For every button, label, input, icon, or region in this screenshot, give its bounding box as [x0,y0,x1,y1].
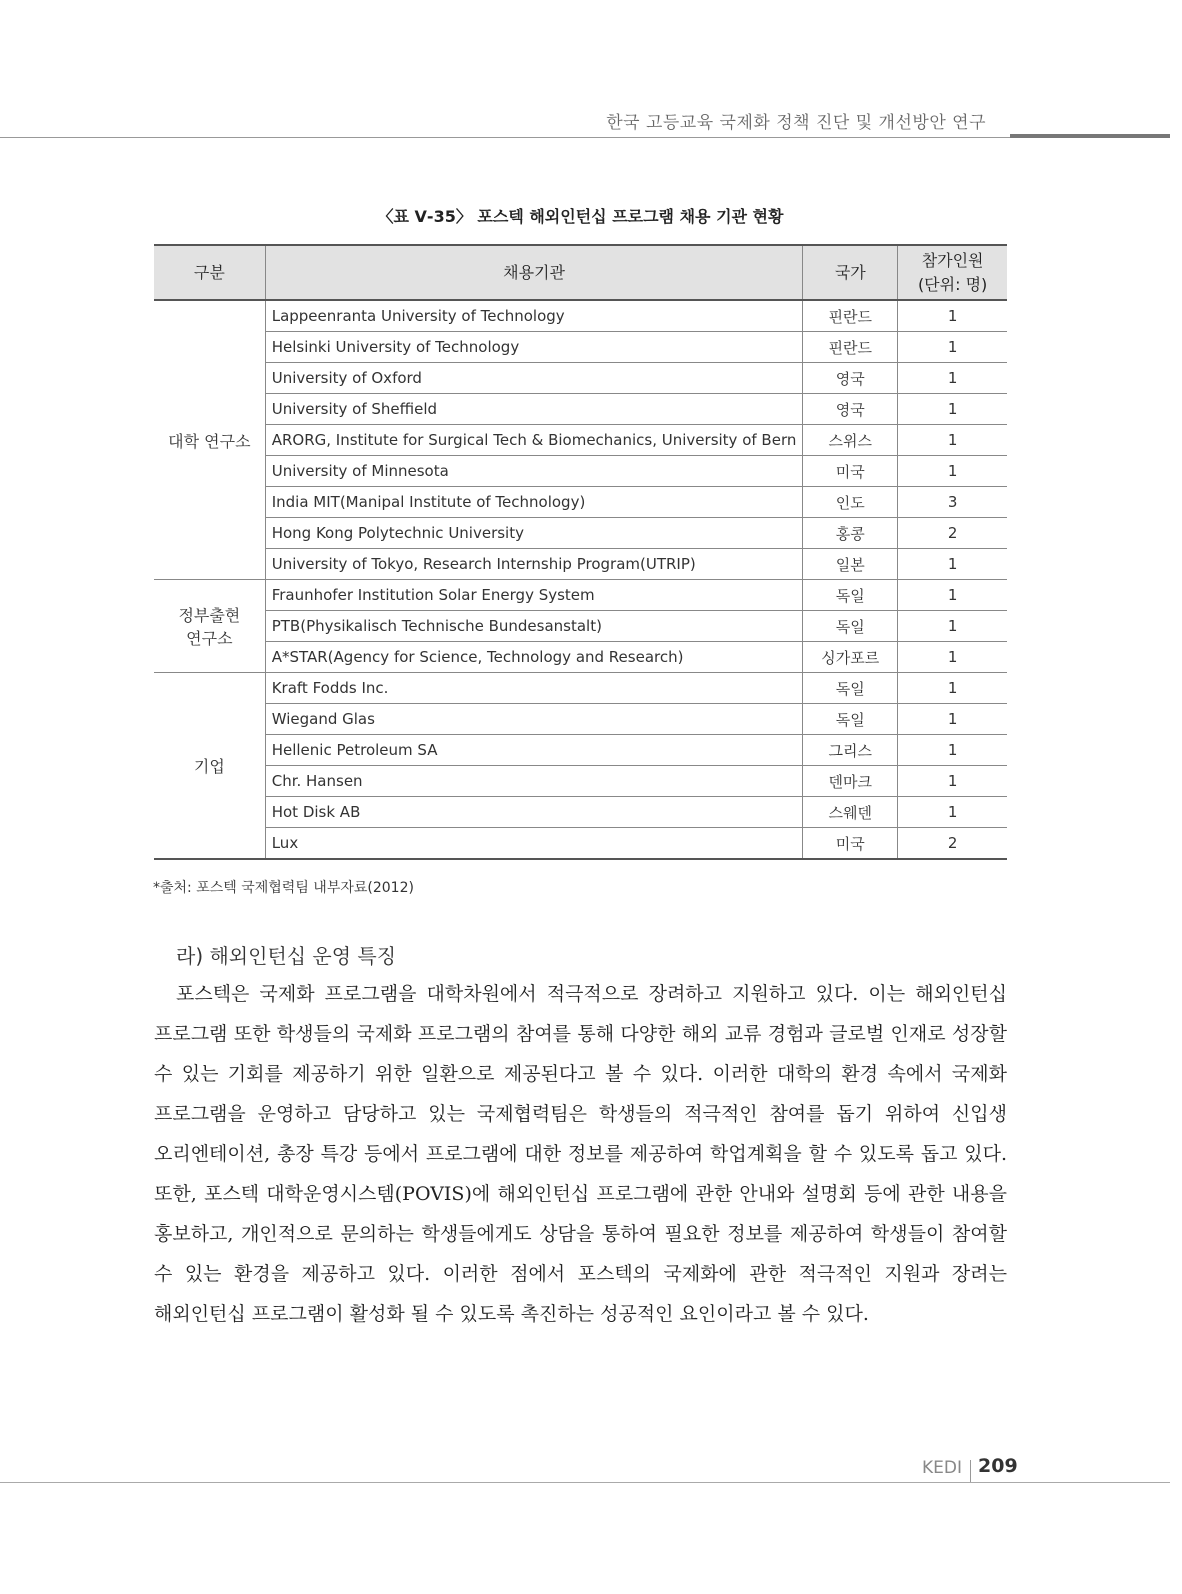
participants-cell: 2 [898,828,1007,860]
participants-cell: 1 [898,611,1007,642]
country-cell: 독일 [803,611,898,642]
institution-cell: A*STAR(Agency for Science, Technology and Research) [265,642,803,673]
category-label: 대학 연구소 [168,431,251,451]
table-row [154,425,1007,456]
country-cell: 홍콩 [803,518,898,549]
institution-cell: Lux [265,828,803,860]
participants-cell: 2 [898,518,1007,549]
table-header-row [154,245,1007,300]
category-label: 정부출현 [178,606,241,625]
country-cell: 독일 [803,704,898,735]
header-rule [0,137,1010,138]
column-header-institution: 채용기관 [265,245,803,300]
institution-cell: Lappeenranta University of Technology [265,300,803,332]
table-caption: 〈표 Ⅴ-35〉 포스텍 해외인턴십 프로그램 채용 기관 현황 [377,207,784,226]
table-source-note: *출처: 포스텍 국제협력팀 내부자료(2012) [153,880,414,896]
country-cell: 핀란드 [803,300,898,332]
participants-cell: 1 [898,642,1007,673]
table-row [154,487,1007,518]
participants-cell: 1 [898,766,1007,797]
country-cell: 독일 [803,673,898,704]
participants-cell: 1 [898,456,1007,487]
table-row [154,611,1007,642]
table-row [154,580,1007,611]
table-row [154,363,1007,394]
participants-cell: 1 [898,300,1007,332]
country-cell: 인도 [803,487,898,518]
country-cell: 영국 [803,363,898,394]
participants-cell: 1 [898,704,1007,735]
institution-cell: Wiegand Glas [265,704,803,735]
category-cell [154,300,265,580]
table-body [154,300,1007,859]
column-header-participants [898,245,1007,300]
institution-cell: Hot Disk AB [265,797,803,828]
participants-cell: 3 [898,487,1007,518]
country-cell: 싱가포르 [803,642,898,673]
country-cell: 미국 [803,828,898,860]
table-row [154,673,1007,704]
table-row [154,797,1007,828]
table-row [154,518,1007,549]
page-number: 209 [978,1455,1018,1477]
country-cell: 스위스 [803,425,898,456]
table-row [154,704,1007,735]
participants-cell: 1 [898,580,1007,611]
institution-cell: Helsinki University of Technology [265,332,803,363]
column-header-category: 구분 [154,245,265,300]
country-cell: 핀란드 [803,332,898,363]
category-cell [154,673,265,860]
institution-cell: Hong Kong Polytechnic University [265,518,803,549]
participants-header-line2: (단위: 명) [917,274,988,294]
institution-cell: ARORG, Institute for Surgical Tech & Biomechanics, University of Bern [265,425,803,456]
participants-cell: 1 [898,549,1007,580]
country-cell: 스웨덴 [803,797,898,828]
table-row [154,828,1007,860]
table-row [154,332,1007,363]
footer-rule [0,1482,1170,1483]
category-cell [154,580,265,673]
institution-cell: Fraunhofer Institution Solar Energy System [265,580,803,611]
institution-cell: Kraft Fodds Inc. [265,673,803,704]
running-header: 한국 고등교육 국제화 정책 진단 및 개선방안 연구 [606,113,986,133]
institution-cell: Chr. Hansen [265,766,803,797]
institution-cell: University of Sheffield [265,394,803,425]
footer-divider [970,1460,971,1482]
participants-cell: 1 [898,735,1007,766]
participants-cell: 1 [898,394,1007,425]
category-label: 기업 [193,757,225,776]
institution-cell: India MIT(Manipal Institute of Technology) [265,487,803,518]
institution-table [154,244,1007,860]
header-accent-rule [1010,134,1170,138]
participants-cell: 1 [898,363,1007,394]
table-row [154,456,1007,487]
participants-header-line1: 참가인원 [921,250,984,270]
country-cell: 그리스 [803,735,898,766]
participants-cell: 1 [898,673,1007,704]
table-row [154,549,1007,580]
table-row [154,766,1007,797]
table-row [154,735,1007,766]
country-cell: 미국 [803,456,898,487]
category-label-line2: 연구소 [186,629,233,648]
table-row [154,394,1007,425]
participants-cell: 1 [898,797,1007,828]
participants-cell: 1 [898,425,1007,456]
body-paragraph: 포스텍은 국제화 프로그램을 대학차원에서 적극적으로 장려하고 지원하고 있다. 이는 해외인턴십 프로그램 또한 학생들의 국제화 프로그램의 참여를 통해 다양한 해외 교류 경험과 글로벌 인재로 성장할 수 있는 기회를 제공하기 위한 일환으로 제공된다고 볼 수 있다. 이러한 대학의 환경 속에서 국제화 프로그램을 운영하고 담당하고 있는 국제협력팀은 학생들의 적극적인 참여를 돕기 위하여 신입생 오리엔테이션, 총장 특강 등에서 프로그램에 대한 정보를 제공하여 학업계획을 할 수 있도록 돕고 있다. 또한, 포스텍 대학운영시스템(POVIS)에 해외인턴십 프로그램에 관한 안내와 설명회 등에 관한 내용을 홍보하고, 개인적으로 문의하는 학생들에게도 상담을 통하여 필요한 정보를 제공하여 학생들이 참여할 수 있는 환경을 제공하고 있다. 이러한 점에서 포스텍의 국제화에 관한 적극적인 지원과 장려는 해외인턴십 프로그램이 활성화 될 수 있도록 촉진하는 성공적인 요인이라고 볼 수 있다. [154,983,1007,1325]
table-row [154,300,1007,332]
footer-publisher: KEDI [922,1458,962,1478]
institution-cell: University of Tokyo, Research Internship Program(UTRIP) [265,549,803,580]
participants-cell: 1 [898,332,1007,363]
country-cell: 덴마크 [803,766,898,797]
section-heading: 라) 해외인턴십 운영 특징 [176,944,397,968]
country-cell: 일본 [803,549,898,580]
country-cell: 독일 [803,580,898,611]
institution-cell: University of Oxford [265,363,803,394]
column-header-country: 국가 [803,245,898,300]
country-cell: 영국 [803,394,898,425]
table-row [154,642,1007,673]
institution-cell: PTB(Physikalisch Technische Bundesanstalt) [265,611,803,642]
institution-cell: Hellenic Petroleum SA [265,735,803,766]
institution-cell: University of Minnesota [265,456,803,487]
